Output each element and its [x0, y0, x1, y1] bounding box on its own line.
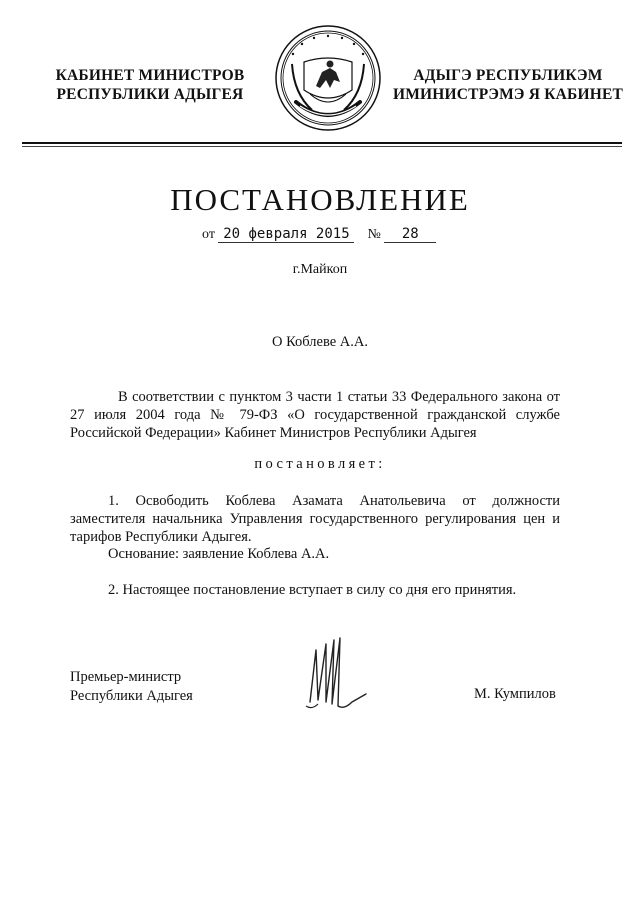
header-left-line2: РЕСПУБЛИКИ АДЫГЕЯ: [56, 86, 244, 103]
header-left-line1: КАБИНЕТ МИНИСТРОВ: [55, 67, 245, 84]
date-prefix: от: [202, 227, 215, 242]
city: г.Майкоп: [292, 262, 348, 277]
header-right-line1: АДЫГЭ РЕСПУБЛИКЭМ: [413, 67, 603, 84]
header-right-org: [388, 66, 628, 104]
date-number-line: [202, 226, 436, 243]
header-left-org: [50, 66, 250, 104]
coat-of-arms-icon: [274, 24, 382, 132]
header-right-line2: ИМИНИСТРЭМЭ Я КАБИНЕТ: [392, 86, 624, 103]
resolves-heading: постановляет:: [254, 456, 386, 472]
header-divider: [22, 142, 622, 144]
resolution-item-1: 1. Освободить Коблева Азамата Анатольевича от должности заместителя начальника Управления государственного регулирования цен и тарифов Республики Адыгея.: [70, 493, 560, 545]
preamble-paragraph: В соответствии с пунктом 3 части 1 статьи 33 Федерального закона от 27 июля 2004 года № 79-ФЗ «О государственной гражданской службе Российской Федерации» Кабинет Министров Республики Адыгея: [70, 389, 560, 441]
document-title: ПОСТАНОВЛЕНИЕ: [170, 182, 470, 217]
signatory-title-line2: Республики Адыгея: [70, 688, 193, 704]
resolution-item-2: 2. Настоящее постановление вступает в силу со дня его принятия.: [108, 582, 517, 598]
document-date: 20 февраля 2015: [218, 226, 354, 243]
signatory-title: [70, 668, 193, 706]
document-number: 28: [384, 226, 436, 243]
signatory-name: М. Кумпилов: [474, 686, 556, 702]
signatory-title-line1: Премьер-министр: [70, 669, 182, 685]
document-subject: О Коблеве А.А.: [272, 334, 368, 350]
resolution-basis: Основание: заявление Коблева А.А.: [108, 546, 330, 562]
header-divider-thin: [22, 146, 622, 147]
number-prefix: №: [367, 227, 381, 242]
handwritten-signature-icon: [296, 630, 376, 720]
